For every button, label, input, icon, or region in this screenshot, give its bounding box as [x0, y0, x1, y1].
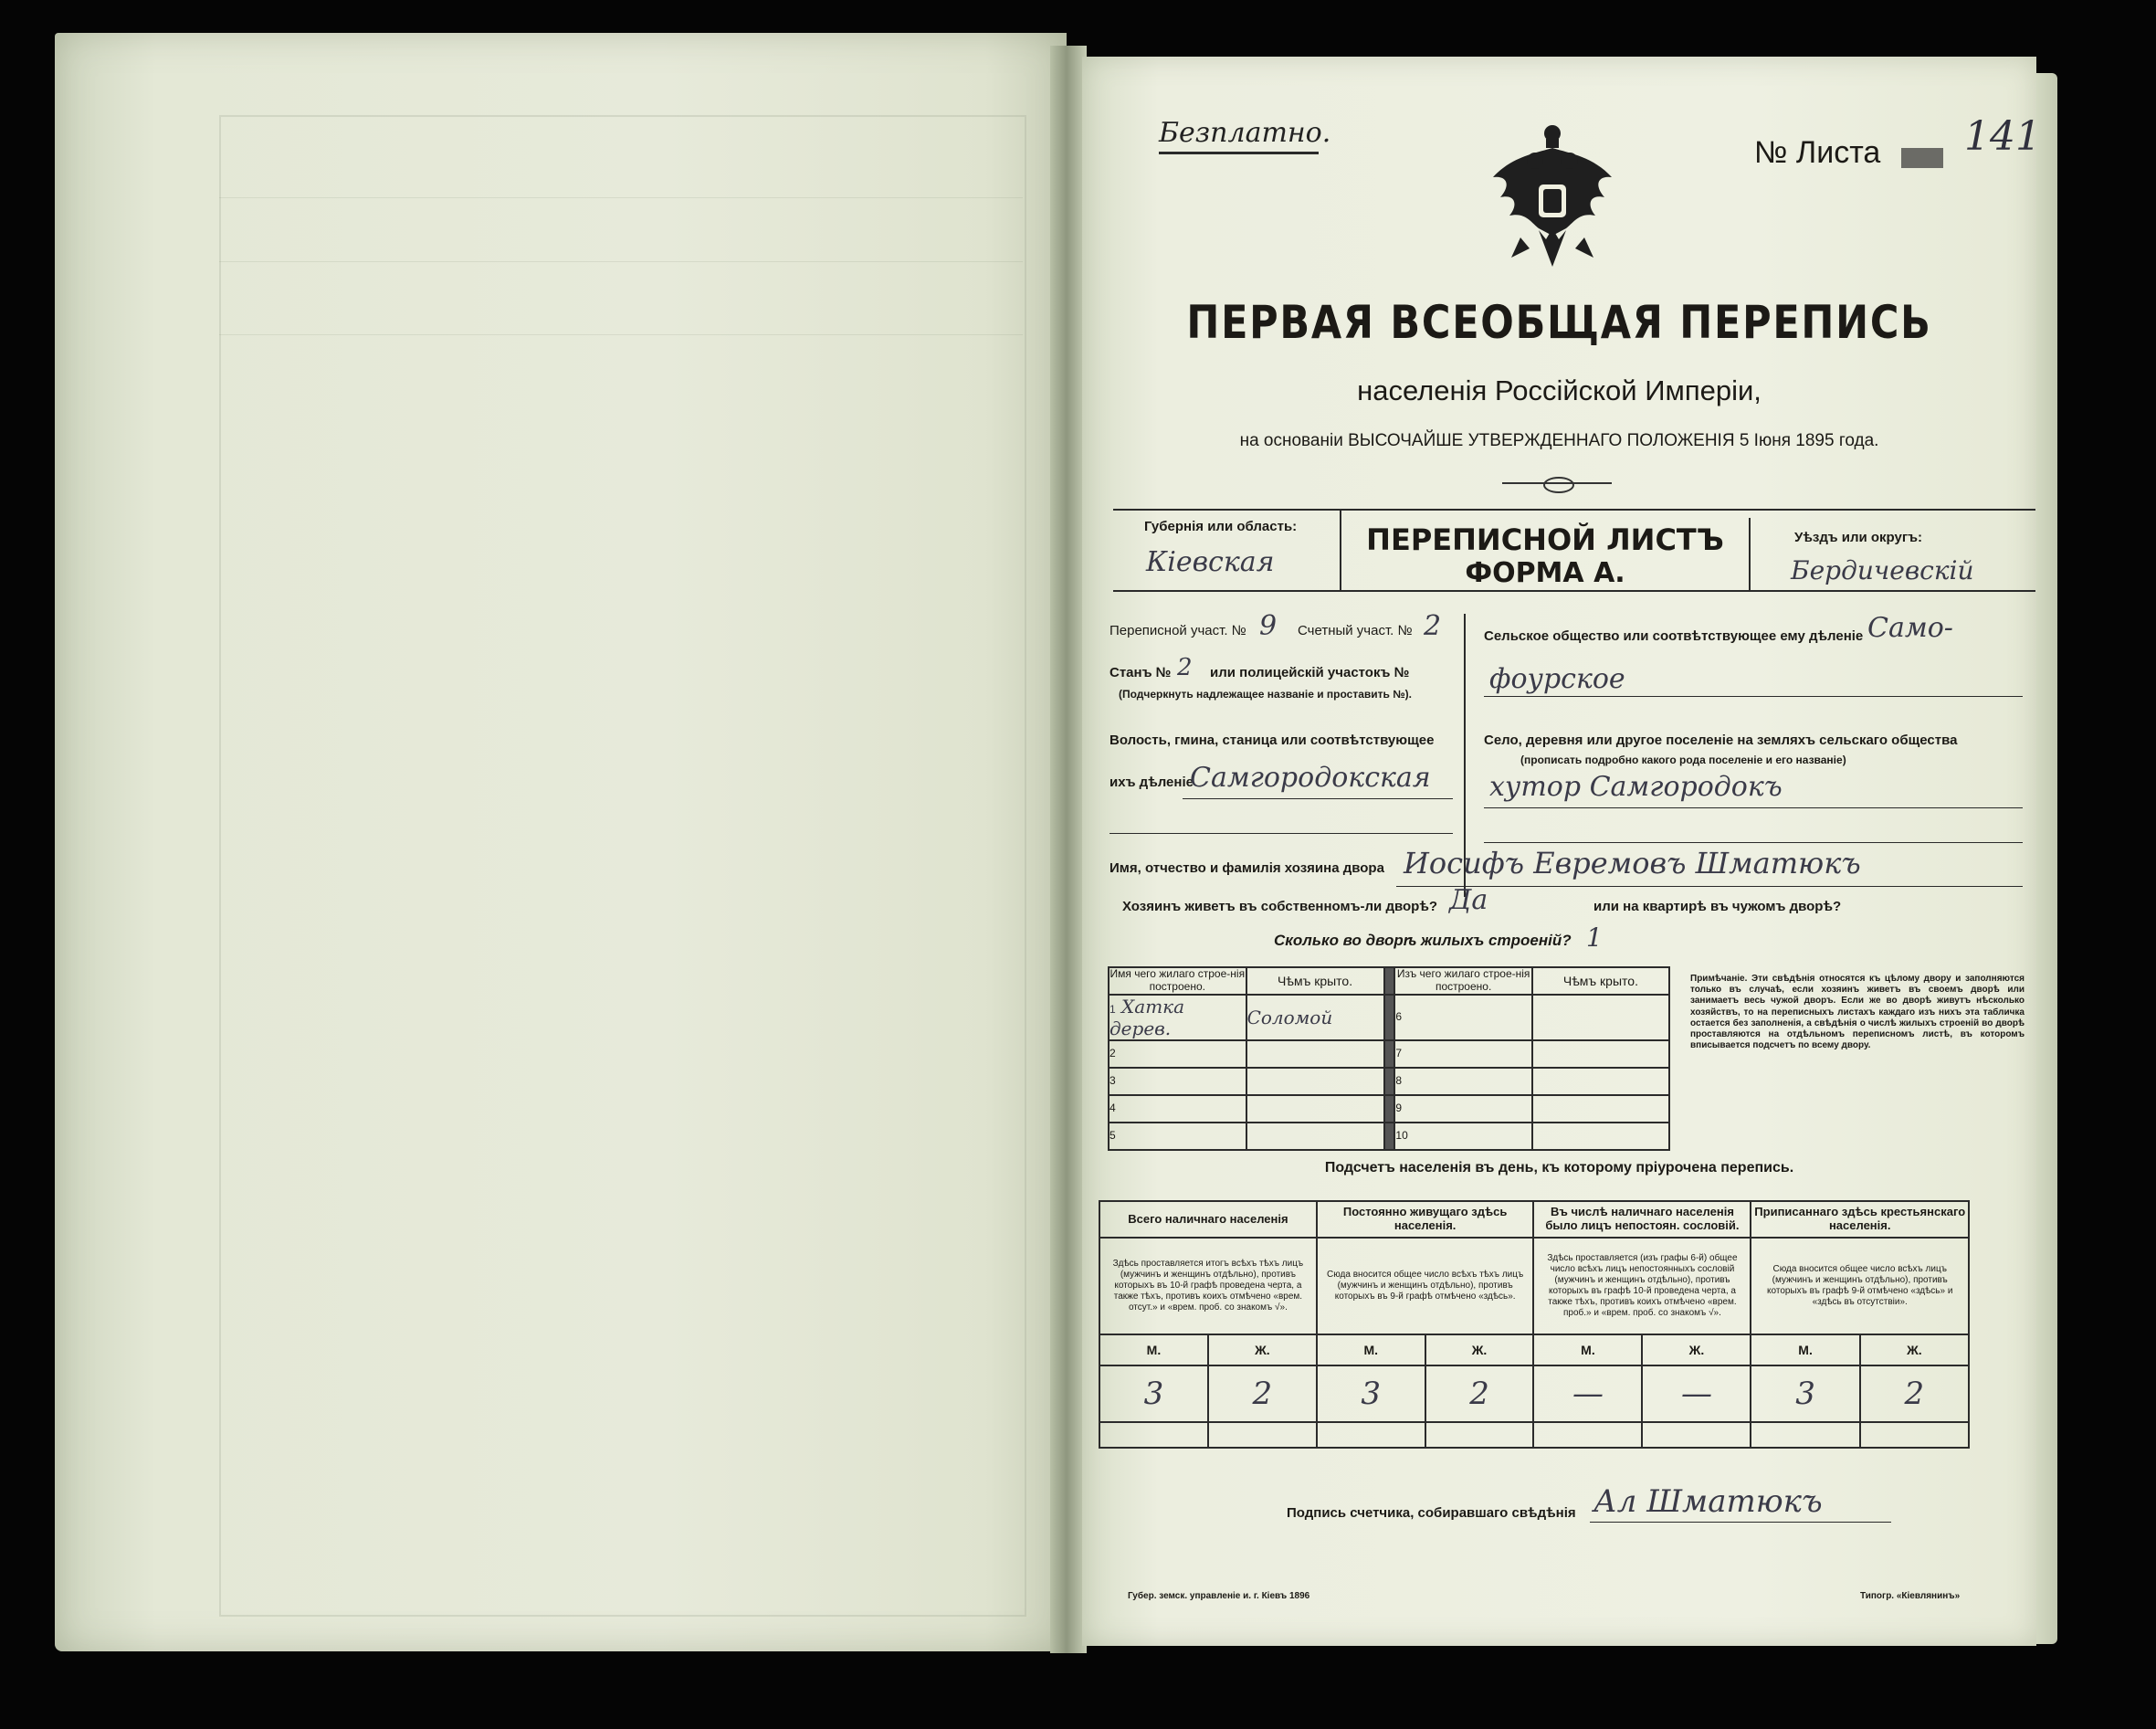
female-header: Ж. [1208, 1334, 1317, 1365]
census-title: ПЕРВАЯ ВСЕОБЩАЯ ПЕРЕПИСЬ [1186, 296, 1932, 349]
uezd-value: Бердичевскій [1791, 555, 1974, 585]
book-gutter [1050, 46, 1087, 1653]
sheet-title: ПЕРЕПИСНОЙ ЛИСТЪ [1366, 522, 1724, 557]
empty-cell [1751, 1422, 1859, 1448]
head-top-rule [1113, 509, 2035, 511]
male-header: М. [1317, 1334, 1425, 1365]
row-number: 7 [1394, 1040, 1531, 1068]
volost-label-2: ихъ дѣленіе [1110, 775, 1194, 790]
gubernia-value: Кіевская [1146, 546, 1275, 578]
table-separator [1384, 1068, 1395, 1095]
selo-line-2 [1484, 842, 2023, 843]
buildings-value: 1 [1586, 922, 1603, 953]
empty-cell [1208, 1422, 1317, 1448]
owner-or-label: или на квартирѣ въ чужомъ дворѣ? [1593, 899, 1842, 914]
building-roof-cell [1532, 1123, 1669, 1150]
building-roof-value: Соломой [1246, 995, 1384, 1040]
stan-rest-label: или полицейскій участокъ № [1210, 665, 1410, 680]
obshchestvo-line [1484, 696, 2023, 697]
empty-cell [1642, 1422, 1751, 1448]
empty-cell [1425, 1422, 1534, 1448]
bleed-line [219, 197, 1023, 198]
population-group-title: Всего наличнаго населенія [1099, 1201, 1317, 1238]
selo-label: Село, деревня или другое поселеніе на земляхъ сельскаго общества [1484, 733, 1958, 748]
table-separator [1384, 1040, 1395, 1068]
row-number: 4 [1109, 1095, 1246, 1123]
female-count: 2 [1425, 1365, 1534, 1422]
population-group-title: Въ числѣ наличнаго населенія было лицъ непостоян. сословій. [1533, 1201, 1751, 1238]
building-roof-cell [1532, 1040, 1669, 1068]
row-number: 1 [1110, 1002, 1116, 1016]
ornament-center [1543, 477, 1574, 493]
owner-lives-label: Хозяинъ живетъ въ собственномъ-ли дворѣ? [1122, 899, 1438, 914]
signature-label: Подпись счетчика, собиравшаго свѣдѣнія [1287, 1505, 1576, 1521]
perepis-uchast-value: 9 [1259, 610, 1278, 642]
row-number: 10 [1394, 1123, 1531, 1150]
owner-line [1396, 886, 2023, 887]
buildings-col-header: Имя чего жилаго строе-нія построено. [1110, 967, 1246, 993]
buildings-table [1108, 966, 1670, 1151]
female-count: 2 [1860, 1365, 1969, 1422]
printer-right: Типогр. «Кіевлянинъ» [1860, 1591, 1961, 1601]
population-group-desc: Здѣсь проставляется итогъ всѣхъ тѣхъ лицъ (мужчинъ и женщинъ отдѣльно), противъ которыхъ въ 10-й графѣ проведена черта, а также тѣхъ, противъ коихъ отмѣчено «врем. отсут.» и «врем. проб. со знакомъ √». [1099, 1238, 1317, 1334]
census-subtitle: населенія Россійской Имперіи, [1357, 374, 1762, 406]
male-header: М. [1751, 1334, 1859, 1365]
population-group-title: Приписаннаго здѣсь крестьянскаго населенія. [1751, 1201, 1969, 1238]
volost-line [1183, 798, 1453, 799]
left-page-blank [55, 33, 1067, 1651]
building-roof-cell [1246, 1040, 1384, 1068]
perepis-uchast-label: Переписной участ. № [1110, 623, 1246, 638]
signature-value: Ал Шматюкъ [1593, 1483, 1823, 1520]
male-count: — [1533, 1365, 1642, 1422]
gubernia-label: Губернія или область: [1144, 519, 1298, 534]
building-roof-cell [1532, 1068, 1669, 1095]
female-header: Ж. [1642, 1334, 1751, 1365]
owner-name-label: Имя, отчество и фамилія хозяина двора [1110, 860, 1384, 876]
population-caption: Подсчетъ населенія въ день, къ которому пріурочена перепись. [1324, 1160, 1794, 1176]
male-count: 3 [1099, 1365, 1208, 1422]
selo-note: (прописать подробно какого рода поселеніе и его названіе) [1520, 754, 1846, 766]
volost-value: Самгородокская [1190, 762, 1431, 794]
selo-value: хутор Самгородокъ [1489, 771, 1783, 803]
buildings-label: Сколько во дворѣ жилыхъ строеній? [1274, 932, 1572, 949]
sheet-number-blot [1901, 148, 1943, 168]
selo-line [1484, 807, 2023, 808]
building-roof-cell [1246, 1123, 1384, 1150]
table-separator [1384, 1095, 1395, 1123]
signature-line [1590, 1522, 1891, 1523]
population-group-desc: Сюда вносится общее число всѣхъ лицъ (мужчинъ и женщинъ отдѣльно), противъ которыхъ въ графѣ 9-й отмѣчено «здѣсь» и «здѣсь въ отсутствіи». [1751, 1238, 1969, 1334]
female-header: Ж. [1425, 1334, 1534, 1365]
population-group-desc: Здѣсь проставляется (изъ графы 6-й) общее число всѣхъ лицъ непостоянныхъ сословій (мужчинъ и женщинъ отдѣльно), противъ которыхъ въ графѣ 10-й проведена черта, а также тѣхъ, противъ коихъ отмѣчено «врем. проб.» и «врем. проб. со знакомъ √». [1533, 1238, 1751, 1334]
bleed-line [219, 261, 1023, 262]
imperial-eagle-icon [1484, 121, 1621, 276]
stan-label: Станъ № [1110, 665, 1172, 680]
free-underline [1159, 152, 1319, 154]
buildings-note: Примѣчаніе. Эти свѣдѣнія относятся къ цѣлому двору и заполняются только въ случаѣ, если хозяинъ живетъ въ своемъ дворѣ или занимаетъ весь чужой дворъ. Если же во дворѣ живутъ нѣсколько хозяйствъ, то на переписныхъ листахъ каждаго изъ нихъ эта табличка остается без заполненія, а свѣдѣнія о числѣ жилыхъ строеній во дворѣ проставляются на отдѣльномъ переписномъ листѣ, въ которомъ вписывается подсчетъ по всему двору. [1690, 974, 2025, 1051]
male-header: М. [1533, 1334, 1642, 1365]
male-header: М. [1099, 1334, 1208, 1365]
stan-value: 2 [1177, 654, 1193, 681]
census-basis: на основаніи ВЫСОЧАЙШЕ УТВЕРЖДЕННАГО ПОЛОЖЕНІЯ 5 Іюня 1895 года. [1239, 431, 1879, 450]
buildings-col-header: Изъ чего жилаго строе-нія построено. [1394, 967, 1531, 995]
building-material-cell [1109, 995, 1246, 1040]
uezd-label: Уѣздъ или округъ: [1794, 530, 1923, 545]
building-roof-cell [1246, 1068, 1384, 1095]
empty-cell [1099, 1422, 1208, 1448]
female-count: 2 [1208, 1365, 1317, 1422]
empty-cell [1860, 1422, 1969, 1448]
obshchestvo-label: Сельское общество или соотвѣтствующее ему дѣленіе [1484, 628, 1864, 644]
owner-name-value: Иосифъ Евремовъ Шматюкъ [1404, 846, 1861, 880]
head-bottom-rule [1113, 590, 2035, 592]
form-title: ФОРМА А. [1465, 557, 1625, 589]
building-roof-cell [1246, 1095, 1384, 1123]
obshchestvo-value-2: фоурское [1489, 663, 1625, 695]
table-separator [1384, 1123, 1395, 1150]
male-count: 3 [1317, 1365, 1425, 1422]
empty-cell [1533, 1422, 1642, 1448]
population-table [1099, 1200, 1970, 1449]
building-material-value: Хатка дерев. [1110, 995, 1185, 1039]
population-group-desc: Сюда вносится общее число всѣхъ тѣхъ лицъ (мужчинъ и женщинъ отдѣльно), противъ которыхъ въ 9-й графѣ отмѣчено «здѣсь». [1317, 1238, 1534, 1334]
row-number: 8 [1394, 1068, 1531, 1095]
sheet-number-handwritten: 141 [1964, 113, 2041, 160]
row-number: 9 [1394, 1095, 1531, 1123]
buildings-col-header: Чѣмъ крыто. [1532, 967, 1669, 995]
schet-uchast-value: 2 [1424, 610, 1442, 642]
obshchestvo-value: Само- [1867, 612, 1953, 644]
census-form-page [1082, 57, 2041, 1646]
row-number: 3 [1109, 1068, 1246, 1095]
bleed-through-frame [219, 115, 1026, 1617]
building-roof-cell [1532, 995, 1669, 1040]
volost-line-2 [1110, 833, 1453, 834]
stan-note: (Подчеркнуть надлежащее названіе и проставить №). [1119, 688, 1412, 701]
table-separator [1384, 967, 1395, 995]
bleed-line [219, 334, 1023, 335]
row-number: 5 [1109, 1123, 1246, 1150]
owner-lives-value: Да [1449, 884, 1488, 916]
empty-cell [1317, 1422, 1425, 1448]
row-number: 2 [1109, 1040, 1246, 1068]
schet-uchast-label: Счетный участ. № [1298, 623, 1413, 638]
male-count: 3 [1751, 1365, 1859, 1422]
free-label: Безплатно. [1159, 117, 1331, 149]
building-roof-cell [1532, 1095, 1669, 1123]
row-number: 6 [1394, 995, 1531, 1040]
female-header: Ж. [1860, 1334, 1969, 1365]
sheet-number-label: № Листа [1754, 135, 1881, 170]
population-group-title: Постоянно живущаго здѣсь населенія. [1317, 1201, 1534, 1238]
printer-left: Губер. земск. управленіе и. г. Кіевъ 1896 [1128, 1591, 1310, 1601]
buildings-col-header: Чѣмъ крыто. [1246, 967, 1384, 995]
table-separator [1384, 995, 1395, 1040]
volost-label: Волость, гмина, станица или соотвѣтствующее [1110, 733, 1435, 748]
female-count: — [1642, 1365, 1751, 1422]
